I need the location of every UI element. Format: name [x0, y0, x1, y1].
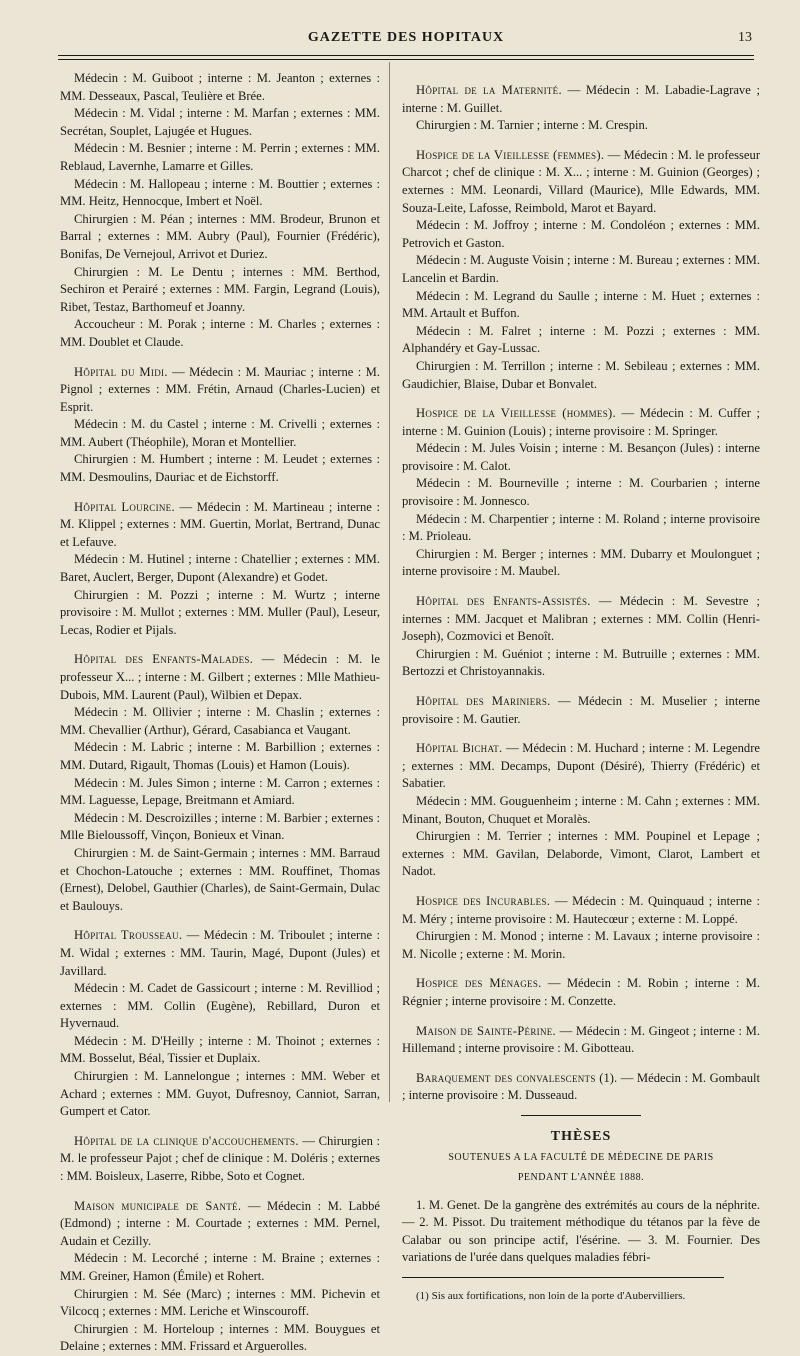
left-column — [60, 70, 380, 1356]
section-lead-paragraph: Hôpital des Mariniers. — Médecin : M. Muselier ; interne provisoire : M. Gautier. — [402, 694, 760, 726]
staff-entry: Chirurgien : M. Tarnier ; interne : M. Crespin. — [416, 118, 648, 133]
hospital-section — [60, 927, 380, 1121]
staff-entry: Chirurgien : M. Guéniot ; interne : M. Butruille ; externes : MM. Bertozzi et Christoyannakis. — [402, 646, 760, 679]
hospital-name: Maison de Sainte-Périne. — [416, 1023, 556, 1038]
staff-entry: Chirurgien : M. Péan ; internes : MM. Brodeur, Brunon et Barral ; externes : MM. Aubry (Paul), Fournier (Frédéric), Bonifas, De Vernejoul, Arrivot et Duriez. — [60, 211, 380, 261]
staff-entry: Chirurgien : M. Pozzi ; interne : M. Wurtz ; interne provisoire : M. Mullot ; externes : MM. Muller (Paul), Leseur, Lecas, Rodier et Pijals. — [60, 587, 380, 637]
staff-entry: Chirurgien : M. le professeur Pajot ; chef de clinique : M. Doléris ; externes : MM. Boisleux, Laserre, Ribbe, Soto et Cognet. — [60, 1133, 381, 1184]
section-lead-paragraph: Maison de Sainte-Périne. — Médecin : M. Gingeot ; interne : M. Hillemand ; interne provisoire : M. Gibotteau. — [402, 1023, 761, 1056]
hospital-name: Hospice de la Vieillesse (femmes). — [416, 147, 605, 162]
hospital-name: Maison municipale de Santé. — [74, 1198, 242, 1213]
footnote: (1) Sis aux fortifications, non loin de la porte d'Aubervilliers. — [416, 1290, 686, 1303]
staff-entry: Médecin : M. Muselier ; interne provisoire : M. Gautier. — [402, 694, 760, 726]
journal-title: GAZETTE DES HOPITAUX — [307, 30, 505, 45]
staff-entry: Médecin : M. Robin ; interne : M. Régnier ; interne provisoire : M. Conzette. — [402, 976, 761, 1008]
hospital-section — [402, 593, 760, 681]
hospital-section — [402, 82, 760, 135]
staff-entry: Chirurgien : M. Berger ; internes : MM. Dubarry et Moulonguet ; interne provisoire : M. Maubel. — [402, 546, 760, 579]
staff-entry: Médecin : M. Vidal ; interne : M. Marfan ; externes : MM. Secrétan, Souplet, Lajugée et Hugues. — [60, 106, 380, 138]
staff-entry: Médecin : M. Falret ; interne : M. Pozzi ; externes : MM. Alphandéry et Gay-Lussac. — [402, 323, 760, 356]
staff-entry: Médecin : M. Auguste Voisin ; interne : M. Bureau ; externes : MM. Lancelin et Bardin. — [402, 253, 760, 285]
section-lead-paragraph: Hôpital Lourcine. — Médecin : M. Martineau ; interne : M. Klippel ; externes : MM. Guertin, Morlat, Bertrand, Dunac et Lefauve. — [60, 499, 380, 549]
section-lead-paragraph: Maison municipale de Santé. — Médecin : M. Labbé (Edmond) ; interne : M. Courtade ; externes : MM. Pernel, Audain et Cezilly. — [60, 1198, 381, 1248]
staff-entry: Médecin : M. Gingeot ; interne : M. Hillemand ; interne provisoire : M. Gibotteau. — [402, 1023, 761, 1056]
hospital-section — [402, 147, 760, 393]
hospital-name: Hôpital de la Maternité. — [416, 83, 562, 97]
page-header — [60, 28, 752, 52]
hospital-section — [402, 1070, 760, 1105]
staff-entry: Médecin : M. Mauriac ; interne : M. Pignol ; externes : MM. Frétin, Arnaud (Charles-Lucien) et Esprit. — [60, 364, 380, 414]
staff-entry: Médecin : M. Descroizilles ; interne : M. Barbier ; externes : Mlle Bieloussoff, Vinçon, Bonieux et Vinan. — [60, 810, 380, 843]
staff-entry: Médecin : M. Joffroy ; interne : M. Condoléon ; externes : MM. Petrovich et Gaston. — [402, 218, 760, 250]
theses-list: 1. M. Genet. De la gangrène des extrémités au cours de la néphrite. — 2. M. Pissot. Du traitement méthodique du tétanos par la fève de Calabar ou son principe actif, l'ésérine. — 3. M. Fournier. Des variations de l'urée dans quelques maladies fébri- — [402, 1197, 760, 1265]
staff-entry: Chirurgien : M. de Saint-Germain ; internes : MM. Barraud et Chochon-Latouche ; externes : MM. Rouffinet, Thomas (Ernest), Delobel, Gauthier (Charles), de Saint-Germain, Dulac et Baulouys. — [60, 845, 380, 913]
hospital-name: Baraquement des convalescents — [416, 1070, 596, 1085]
staff-entry: Médecin : M. du Castel ; interne : M. Crivelli ; externes : MM. Aubert (Théophile), Moran et Montellier. — [60, 417, 380, 449]
footnote-ref: (1). — [599, 1070, 618, 1085]
section-lead-paragraph: Baraquement des convalescents (1). — Médecin : M. Gombault ; interne provisoire : M. Dusseaud. — [402, 1070, 760, 1103]
staff-entry: Médecin : M. Jules Voisin ; interne : M. Besançon (Jules) : interne provisoire : M. Calot. — [402, 441, 760, 473]
staff-entry: Médecin : M. Sevestre ; internes : MM. Jacquet et Malibran ; externes : MM. Collin (Henri-Joseph), Cozmovici et Benoît. — [402, 594, 760, 644]
section-lead-paragraph: Hospice des Incurables. — Médecin : M. Quinquaud ; interne : M. Méry ; interne provisoire : M. Hautecœur ; externe : M. Loppé. — [402, 893, 760, 926]
hospital-section — [402, 893, 760, 963]
staff-entry: Médecin : M. Cadet de Gassicourt ; interne : M. Revilliod ; externes : MM. Collin (Eugène), Rebillard, Duron et Hyvernaud. — [60, 981, 380, 1031]
staff-entry: Médecin : M. Ollivier ; interne : M. Chaslin ; externes : MM. Chevallier (Arthur), Gérard, Casabianca et Vaugant. — [60, 705, 380, 737]
staff-entry: Chirurgien : M. Humbert ; interne : M. Leudet ; externes : MM. Desmoulins, Dauriac et de Eichstorff. — [60, 452, 380, 485]
section-lead-paragraph: Hôpital du Midi. — Médecin : M. Mauriac ; interne : M. Pignol ; externes : MM. Frétin, Arnaud (Charles-Lucien) et Esprit. — [60, 364, 380, 414]
staff-entry: Médecin : M. Lecorché ; interne : M. Braine ; externes : MM. Greiner, Hamon (Émile) et Rohert. — [60, 1251, 380, 1283]
hospital-section — [402, 405, 760, 581]
staff-entry: Médecin : M. Labbé (Edmond) ; interne : M. Courtade ; externes : MM. Pernel, Audain et Cezilly. — [60, 1198, 381, 1248]
staff-entry: Médecin : M. Martineau ; interne : M. Klippel ; externes : MM. Guertin, Morlat, Bertrand, Dunac et Lefauve. — [60, 499, 380, 549]
staff-entry: Médecin : M. le professeur X... ; interne : M. Gilbert ; externes : Mlle Mathieu-Dubois, MM. Laurent (Paul), Wilbien et Depax. — [60, 652, 381, 702]
staff-entry: Médecin : M. Jules Simon ; interne : M. Carron ; externes : MM. Laguesse, Lepage, Breitmann et Amiard. — [60, 775, 380, 808]
theses-period: PENDANT L'ANNÉE 1888. — [517, 1172, 645, 1184]
hospital-section — [402, 693, 760, 728]
staff-entry: Médecin : M. Hallopeau ; interne : M. Bouttier ; externes : MM. Heitz, Hennocque, Imbert et Noël. — [60, 176, 380, 209]
footnote-rule — [402, 1277, 724, 1278]
staff-entry: Médecin : M. Huchard ; interne : M. Legendre ; externes : MM. Decamps, Dupont (Désiré), Thierry (Frédéric) et Sabatier. — [402, 741, 760, 791]
section-lead-paragraph: Hôpital de la clinique d'accouchements. — Chirurgien : M. le professeur Pajot ; chef de clinique : M. Doléris ; externes : MM. Boisleux, Laserre, Ribbe, Soto et Cognet. — [60, 1133, 381, 1184]
right-column — [402, 70, 760, 1315]
staff-entry: Chirurgien : M. Monod ; interne : M. Lavaux ; interne provisoire : M. Nicolle ; externe : M. Morin. — [402, 929, 760, 961]
hospital-name: Hôpital des Enfants-Malades. — [74, 652, 254, 667]
theses-subtitle: SOUTENUES A LA FACULTÉ DE MÉDECINE DE PARIS — [448, 1152, 714, 1164]
staff-entry: Chirurgien : M. Terrillon ; interne : M. Sebileau ; externes : MM. Gaudichier, Blaise, Dubar et Bonvalet. — [402, 358, 760, 391]
staff-entry: Médecin : M. Gombault ; interne provisoire : M. Dusseaud. — [402, 1070, 760, 1103]
section-lead-paragraph: Hospice de la Vieillesse (femmes). — Médecin : M. le professeur Charcot ; chef de clinique : M. X... ; interne : M. Guinion (Georges) ; externes : MM. Leonardi, Villard (Maurice), Mlle Edwards, MM. Souza-Leite, Lafosse, Reimbold, Marot et Bayard. — [402, 147, 761, 215]
staff-entry: Chirurgien : M. Terrier ; internes : MM. Poupinel et Lepage ; externes : MM. Gavilan, Delaborde, Vimont, Clarot, Lambert et Nadot. — [402, 829, 760, 879]
hospital-name: Hôpital de la clinique d'accouchements. — [74, 1133, 299, 1148]
section-lead-paragraph: Hôpital de la Maternité. — Médecin : M. Labadie-Lagrave ; interne : M. Guillet. — [402, 83, 760, 115]
header-rule-bottom — [58, 59, 754, 60]
staff-entry: Médecin : M. Hutinel ; interne : Chatellier ; externes : MM. Baret, Auclert, Berger, Dupont (Alexandre) et Godet. — [60, 552, 380, 585]
hospital-name: Hôpital Bichat. — [416, 741, 503, 756]
staff-entry: Médecin : M. Guiboot ; interne : M. Jeanton ; externes : MM. Desseaux, Pascal, Teulière et Brée. — [60, 71, 380, 103]
section-lead-paragraph: Hôpital Bichat. — Médecin : M. Huchard ; interne : M. Legendre ; externes : MM. Decamps, Dupont (Désiré), Thierry (Frédéric) et Sabatier. — [402, 741, 760, 791]
staff-entry: Médecin : M. Labric ; interne : M. Barbillion ; externes : MM. Dutard, Rigault, Thomas (Louis) et Hamon (Louis). — [60, 740, 380, 772]
staff-entry: Médecin : M. D'Heilly ; interne : M. Thoinot ; externes : MM. Bosselut, Béal, Tissier et Duplaix. — [60, 1033, 380, 1066]
staff-entry: Accoucheur : M. Porak ; interne : M. Charles ; externes : MM. Doublet et Claude. — [60, 317, 380, 349]
page-number: 13 — [738, 30, 752, 45]
hospital-name: Hôpital des Enfants-Assistés. — [416, 594, 591, 609]
staff-entry: Médecin : M. Bourneville ; interne : M. Courbarien ; interne provisoire : M. Jonnesco. — [402, 476, 760, 509]
staff-entry: Médecin : M. Legrand du Saulle ; interne : M. Huet ; externes : MM. Artault et Buffon. — [402, 288, 760, 321]
staff-entry: Médecin : M. le professeur Charcot ; chef de clinique : M. X... ; interne : M. Guinion (Georges) ; externes : MM. Leonardi, Villard (Maurice), Mlle Edwards, MM. Souza-Leite, Lafosse, Reimbold, Marot et Bayard. — [402, 147, 761, 215]
staff-entry: Médecin : M. Charpentier ; interne : M. Roland ; interne provisoire : M. Prioleau. — [402, 511, 760, 544]
hospital-name: Hôpital Trousseau. — [74, 928, 183, 943]
hospital-name: Hôpital Lourcine. — [74, 499, 175, 514]
hospital-name: Hôpital des Mariniers. — [416, 694, 551, 708]
hospital-section — [402, 1023, 760, 1058]
section-divider — [521, 1115, 641, 1116]
column-separator — [389, 62, 390, 1102]
header-rule-top — [58, 55, 754, 56]
theses-title: THÈSES — [550, 1128, 612, 1144]
staff-entry: Médecin : M. Labadie-Lagrave ; interne : M. Guillet. — [402, 83, 760, 115]
section-lead-paragraph: Hospice des Ménages. — Médecin : M. Robin ; interne : M. Régnier ; interne provisoire : M. Conzette. — [402, 976, 761, 1008]
hospital-section — [60, 364, 380, 487]
hospital-section — [60, 1133, 380, 1186]
section-lead-paragraph: Hôpital des Enfants-Assistés. — Médecin : M. Sevestre ; internes : MM. Jacquet et Malibran ; externes : MM. Collin (Henri-Joseph), Cozmovici et Benoît. — [402, 594, 760, 644]
hospital-section — [402, 975, 760, 1010]
hospital-name: Hôpital du Midi. — [74, 364, 168, 379]
staff-entry: Médecin : M. Besnier ; interne : M. Perrin ; externes : MM. Reblaud, Lavernhe, Lamarre et Gilles. — [60, 141, 380, 173]
staff-entry: Chirurgien : M. Le Dentu ; internes : MM. Berthod, Sechiron et Perairé ; externes : MM. Fargin, Legrand (Louis), Ribet, Testaz, Barthomeuf et Joanny. — [60, 264, 380, 314]
theses-block — [402, 1115, 760, 1267]
section-lead-paragraph: Hospice de la Vieillesse (hommes). — Médecin : M. Cuffer ; interne : M. Guinion (Louis) ; interne provisoire : M. Springer. — [402, 406, 761, 438]
hospital-section — [402, 740, 760, 881]
hospital-section — [60, 499, 380, 640]
hospital-section — [60, 651, 380, 915]
hospital-name: Hospice des Incurables. — [416, 893, 551, 908]
hospital-section — [60, 1198, 380, 1356]
hospital-name: Hospice des Ménages. — [416, 976, 542, 991]
staff-entry: Médecin : M. Quinquaud ; interne : M. Méry ; interne provisoire : M. Hautecœur ; externe : M. Loppé. — [402, 893, 760, 926]
hospital-name: Hospice de la Vieillesse (hommes). — [416, 406, 616, 421]
section-lead-paragraph: Hôpital des Enfants-Malades. — Médecin : M. le professeur X... ; interne : M. Gilbert ; externes : Mlle Mathieu-Dubois, MM. Laurent (Paul), Wilbien et Depax. — [60, 652, 381, 702]
staff-entry: Chirurgien : M. Lannelongue ; internes : MM. Weber et Achard ; externes : MM. Guyot, Dufresnoy, Canniot, Sarran, Gumpert et Cator. — [60, 1069, 380, 1119]
staff-entry: Chirurgien : M. Sée (Marc) ; internes : MM. Pichevin et Vilcocq ; externes : MM. Leriche et Winscouroff. — [60, 1286, 380, 1319]
section-lead-paragraph: Hôpital Trousseau. — Médecin : M. Triboulet ; interne : M. Widal ; externes : MM. Taurin, Magé, Dupont (Jules) et Javillard. — [60, 928, 380, 978]
staff-entry: Chirurgien : M. Horteloup ; internes : MM. Bouygues et Delaine ; externes : MM. Frissard et Arguerolles. — [60, 1321, 380, 1354]
staff-entry: Médecin : M. Cuffer ; interne : M. Guinion (Louis) ; interne provisoire : M. Springer. — [402, 406, 761, 438]
staff-entry: Médecin : MM. Gouguenheim ; interne : M. Cahn ; externes : MM. Minant, Bouton, Chuquet et Moralès. — [402, 793, 760, 826]
staff-entry: Médecin : M. Triboulet ; interne : M. Widal ; externes : MM. Taurin, Magé, Dupont (Jules) et Javillard. — [60, 928, 380, 978]
